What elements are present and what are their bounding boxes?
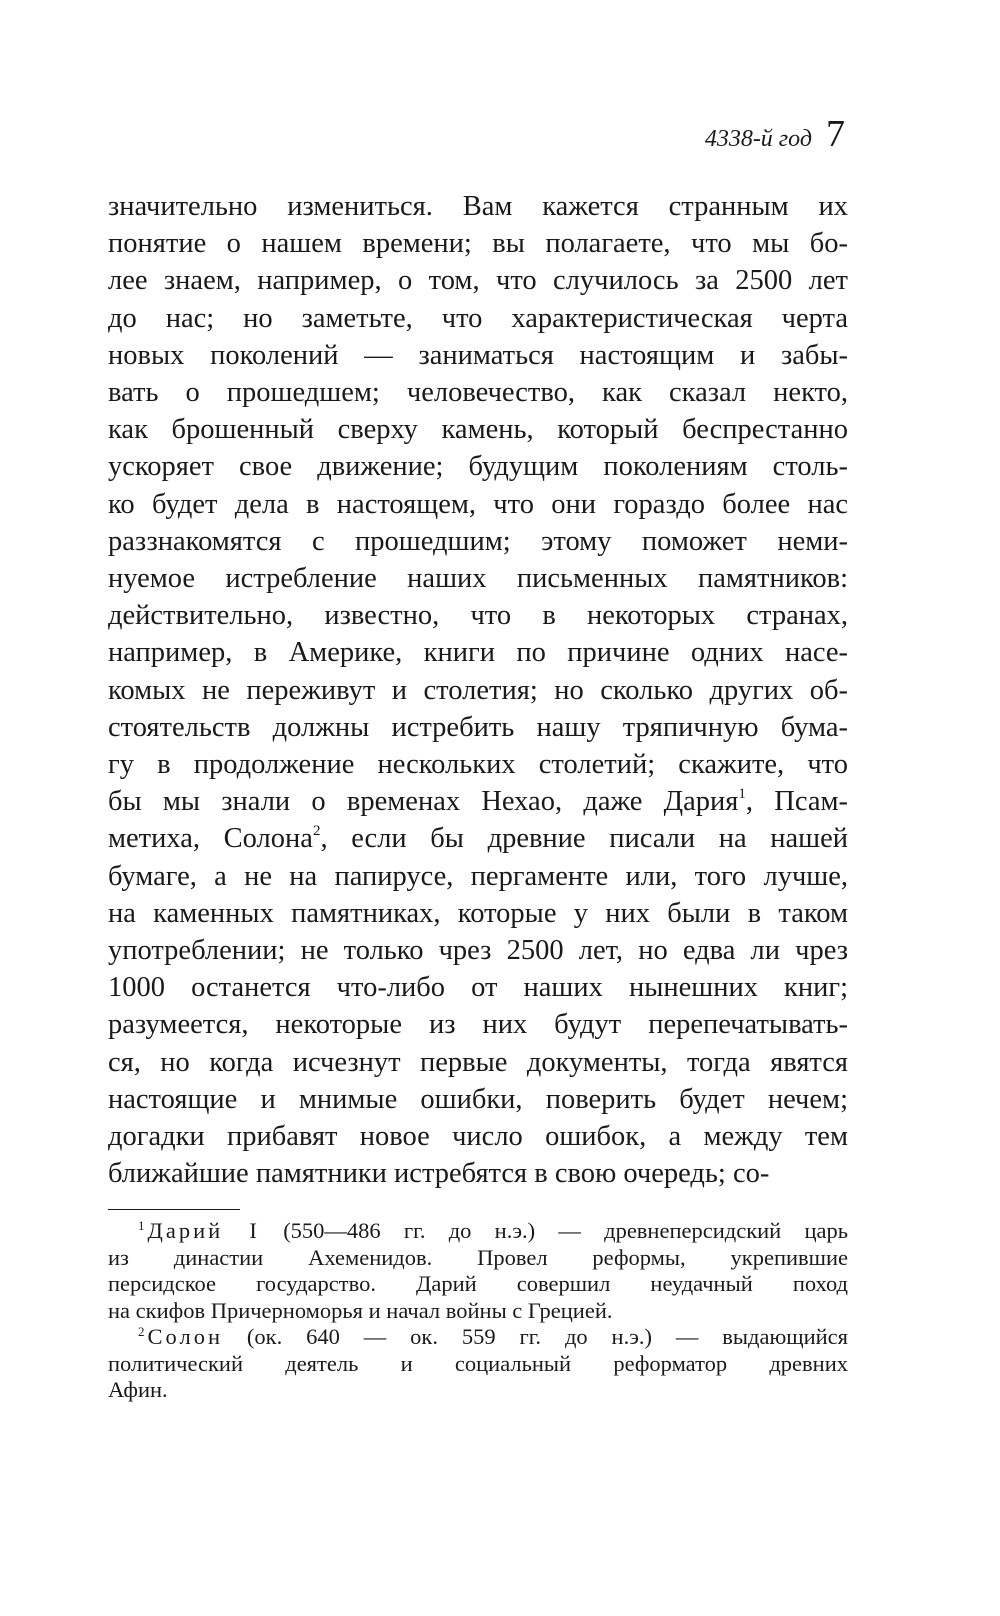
running-title: 4338-й год	[704, 126, 812, 152]
main-text	[108, 188, 848, 1192]
text-segment: (550—486 гг. до н.э.) — древнеперсидский царь	[283, 1218, 849, 1243]
footnote-line: политический деятель и социальный реформатор древних	[108, 1350, 848, 1376]
text-line: как брошенный сверху камень, который беспрестанно	[108, 414, 848, 446]
footnote-term: Дарий I	[147, 1218, 260, 1243]
text-line: 1000 останется что-либо от наших нынешних книг;	[108, 972, 848, 1004]
footnote-line: на скифов Причерноморья и начал войны с Грецией.	[108, 1297, 613, 1323]
text-line: ся, но когда исчезнут первые документы, тогда явятся	[108, 1046, 848, 1078]
text-line	[108, 783, 848, 820]
footnote-ref: 2	[312, 822, 321, 839]
text-line: ближайшие памятники истребятся в свою очередь; со-	[108, 1158, 770, 1190]
footnotes	[108, 1218, 848, 1404]
text-line: стоятельств должны истребить нашу тряпичную бума-	[108, 711, 848, 743]
text-segment: , Псам-	[745, 786, 848, 818]
text-line: ко будет дела в настоящем, что они гораздо более нас	[108, 488, 848, 520]
text-line: новых поколений — заниматься настоящим и забы-	[108, 339, 848, 371]
text-line: бумаге, а не на папирусе, пергаменте или, того лучше,	[108, 860, 848, 892]
text-segment: бы мы знали о временах Нехао, даже Дария	[108, 786, 739, 818]
footnote-divider	[108, 1209, 240, 1210]
text-line: употреблении; не только чрез 2500 лет, но едва ли чрез	[108, 935, 848, 967]
text-segment: (ок. 640 — ок. 559 гг. до н.э.) — выдающийся	[246, 1324, 849, 1349]
text-line: ускоряет свое движение; будущим поколениям столь-	[108, 451, 848, 483]
footnote-1-first-line	[108, 1218, 848, 1245]
text-line: до нас; но заметьте, что характеристическая черта	[108, 302, 848, 334]
footnote-line: Афин.	[108, 1377, 168, 1402]
text-line: понятие о нашем времени; вы полагаете, что мы бо-	[108, 228, 848, 260]
text-line: вать о прошедшем; человечество, как сказал некто,	[108, 377, 848, 409]
running-head	[705, 112, 845, 156]
footnote-marker: 1	[138, 1218, 145, 1233]
footnote-2-first-line	[108, 1324, 848, 1351]
text-line: догадки прибавят новое число ошибок, а между тем	[108, 1121, 848, 1153]
text-line: значительно измениться. Вам кажется странным их	[108, 191, 848, 222]
footnote-line: из династии Ахеменидов. Провел реформы, укрепившие	[108, 1244, 848, 1270]
text-line: лее знаем, например, о том, что случилось за 2500 лет	[108, 265, 848, 297]
text-segment: , если бы древние писали на нашей	[320, 823, 848, 855]
text-line: комых не переживут и столетия; но сколько других об-	[108, 674, 848, 706]
text-line: на каменных памятниках, которые у них были в таком	[108, 897, 848, 929]
text-line: раззнакомятся с прошедшим; этому поможет неми-	[108, 525, 848, 557]
text-line: настоящие и мнимые ошибки, поверить будет нечем;	[108, 1083, 848, 1115]
footnote-ref: 1	[738, 785, 746, 802]
page-number: 7	[826, 113, 845, 155]
text-line: нуемое истребление наших письменных памятников:	[108, 563, 848, 595]
text-segment: метиха, Солона	[108, 823, 313, 855]
footnote-line: персидское государство. Дарий совершил неудачный поход	[108, 1271, 848, 1296]
footnote-term: Солон	[147, 1324, 223, 1349]
text-line: разумеется, некоторые из них будут перепечатывать-	[108, 1009, 848, 1041]
text-line: действительно, известно, что в некоторых странах,	[108, 600, 848, 632]
text-line	[108, 820, 848, 857]
text-line: гу в продолжение нескольких столетий; скажите, что	[108, 749, 848, 781]
text-line: например, в Америке, книги по причине одних насе-	[108, 637, 848, 669]
footnote-marker: 2	[138, 1324, 145, 1339]
